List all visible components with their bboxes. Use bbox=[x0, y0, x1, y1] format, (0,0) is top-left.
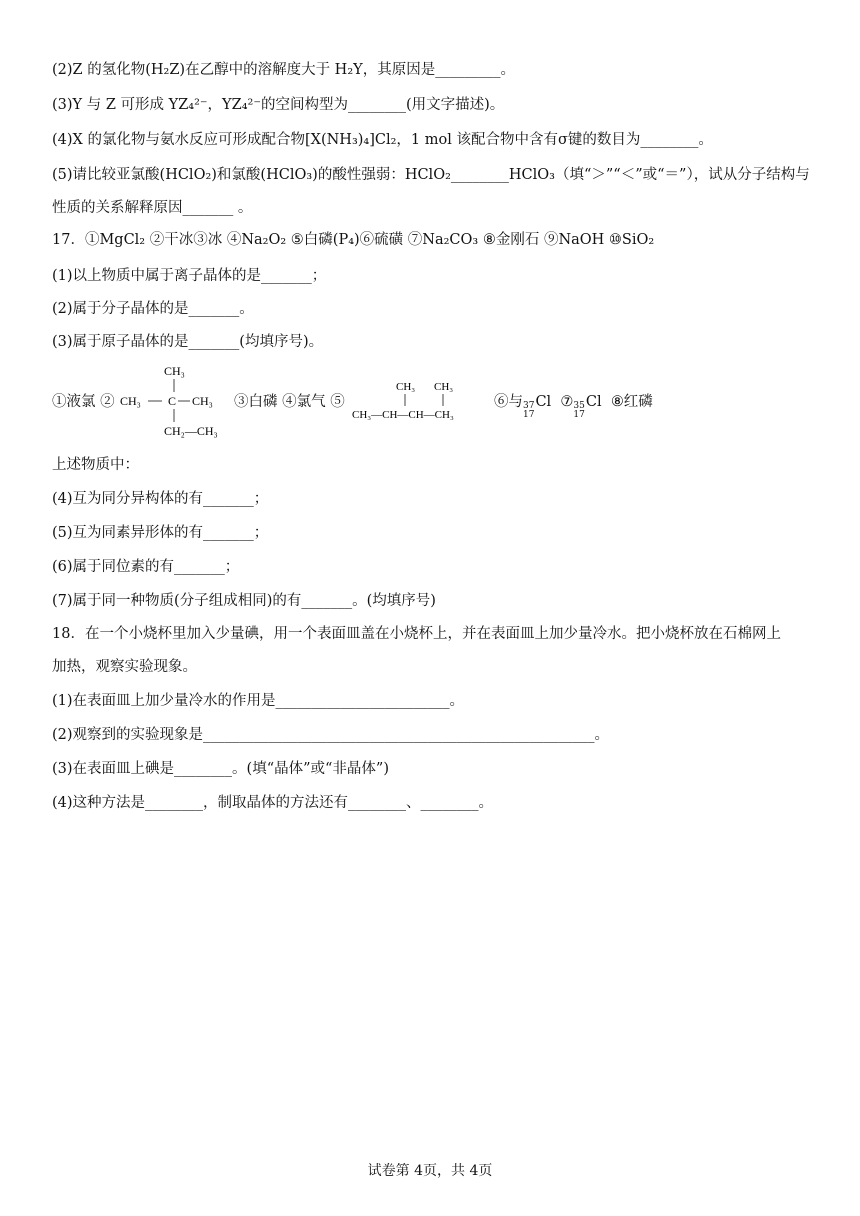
q17-part2: (2)属于分子晶体的是_______。 bbox=[52, 301, 254, 317]
q16-part4: (4)X 的氯化物与氨水反应可形成配合物[X(NH₃)₄]Cl₂，1 mol 该配合物中含有σ键的数目为________。 bbox=[52, 132, 713, 148]
q18-intro-line1: 18．在一个小烧杯里加入少量碘，用一个表面皿盖在小烧杯上，并在表面皿上加少量冷水。把小烧杯放在石棉网上 bbox=[52, 626, 781, 642]
q17-list-item-a: ①液氯 ② bbox=[52, 394, 115, 410]
q17-list-item-b: ③白磷 ④氯气 ⑤ bbox=[234, 394, 345, 410]
page-footer: 试卷第 4页，共 4页 bbox=[367, 1163, 493, 1179]
struct2-methyl2: CH₃ bbox=[434, 381, 454, 393]
q16-part5-line1: (5)请比较亚氯酸(HClO₂)和氯酸(HClO₃)的酸性强弱：HClO₂________HClO₃（填“＞”“＜”或“＝”），试从分子结构与 bbox=[52, 167, 810, 183]
structure-formula-2-3-dimethylbutane bbox=[352, 378, 492, 424]
q17-part6: (6)属于同位素的有_______； bbox=[52, 559, 240, 575]
iso37-mass: 37 bbox=[523, 401, 535, 411]
struct1-right: CH₃ bbox=[192, 394, 213, 408]
q18-part4: (4)这种方法是________，制取晶体的方法还有________、________。 bbox=[52, 795, 494, 811]
struct1-center: C bbox=[168, 394, 177, 408]
struct2-methyl1: CH₃ bbox=[396, 381, 416, 393]
q17-list-item-c: ⑥与 37 17 Cl ⑦ 35 17 Cl ⑧红磷 bbox=[494, 394, 653, 420]
q17-part1: (1)以上物质中属于离子晶体的是_______； bbox=[52, 268, 327, 284]
structure-formula-2-methylbutane bbox=[118, 360, 233, 440]
struct1-left: CH₃ bbox=[120, 394, 141, 408]
q17-part5: (5)互为同素异形体的有_______； bbox=[52, 525, 269, 541]
struct2-chain: CH₃—CH—CH—CH₃ bbox=[352, 409, 454, 421]
q18-part2: (2)观察到的实验现象是______________________________________________________。 bbox=[52, 727, 610, 743]
q17-part3: (3)属于原子晶体的是_______(均填序号)。 bbox=[52, 334, 324, 350]
q18-part1: (1)在表面皿上加少量冷水的作用是________________________。 bbox=[52, 693, 465, 709]
q17-part7: (7)属于同一种物质(分子组成相同)的有_______。(均填序号) bbox=[52, 593, 436, 609]
iso35-number: 17 bbox=[573, 410, 585, 420]
struct1-bottom: CH₂—CH₃ bbox=[164, 424, 218, 438]
q17-above-label: 上述物质中： bbox=[52, 457, 139, 473]
q17-intro: 17．①MgCl₂ ②干冰③冰 ④Na₂O₂ ⑤白磷(P₄)⑥硫磺 ⑦Na₂CO₃ ⑧金刚石 ⑨NaOH ⑩SiO₂ bbox=[52, 232, 655, 248]
struct1-top: CH₃ bbox=[164, 364, 185, 378]
q18-part3: (3)在表面皿上碘是________。(填“晶体”或“非晶体”) bbox=[52, 761, 390, 777]
q17-part4: (4)互为同分异构体的有_______； bbox=[52, 491, 269, 507]
q16-part5-line2: 性质的关系解释原因_______ 。 bbox=[52, 200, 253, 216]
q18-intro-line2: 加热，观察实验现象。 bbox=[52, 659, 197, 675]
iso35-mass: 35 bbox=[573, 401, 585, 411]
q16-part2: (2)Z 的氢化物(H₂Z)在乙醇中的溶解度大于 H₂Y，其原因是_________。 bbox=[52, 62, 515, 78]
q16-part3: (3)Y 与 Z 可形成 YZ₄²⁻，YZ₄²⁻的空间构型为________(用文字描述)。 bbox=[52, 97, 505, 113]
iso37-number: 17 bbox=[523, 410, 535, 420]
